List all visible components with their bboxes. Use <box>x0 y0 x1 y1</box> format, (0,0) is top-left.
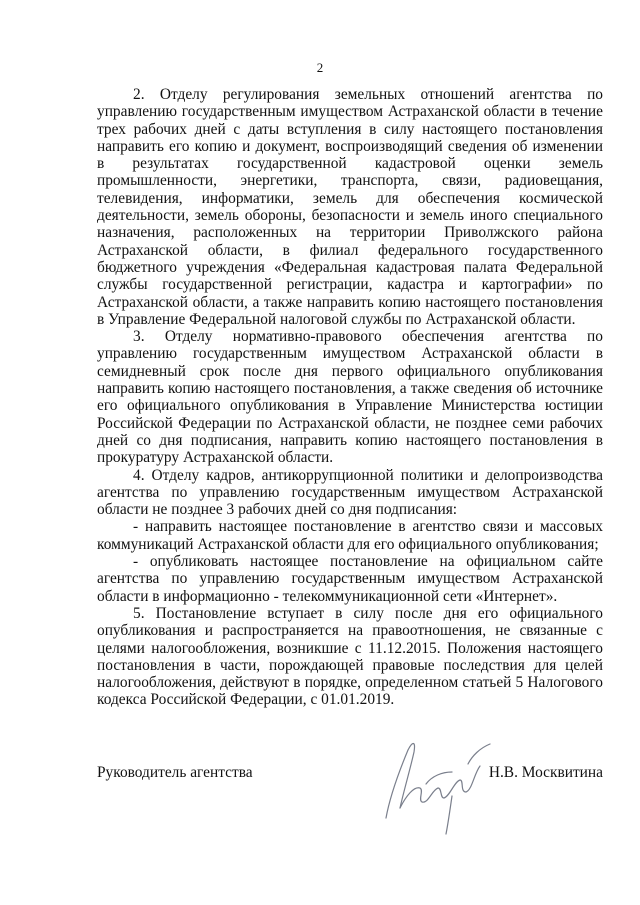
paragraph-bullet-website: - опубликовать настоящее постановление на официальном сайте агентства по управлению государственным имуществом Астраханской области в информационно - телекоммуникационной сети «Интернет». <box>97 553 603 605</box>
paragraph-item-4: 4. Отделу кадров, антикоррупционной политики и делопроизводства агентства по управлению государственным имуществом Астраханской области не позднее 3 рабочих дней со дня подписания: <box>97 466 603 519</box>
signatory-name: Н.В. Москвитина <box>488 764 603 781</box>
paragraph-item-2: 2. Отделу регулирования земельных отношений агентства по управлению государственным имуществом Астраханской области в течение трех рабочих дней с даты вступления в силу настоящего постановления направить его копию и документ, воспроизводящий сведения об изменении в результатах государственной кадастровой оценки земель промышленности, энергетики, транспорта, связи, радиовещания, телевидения, информатики, земель для обеспечения космической деятельности, земель обороны, безопасности и земель иного специального назначения, расположенных на территории Приволжского района Астраханской области, в филиал федерального государственного бюджетного учреждения «Федеральная кадастровая палата Федеральной службы государственной регистрации, кадастра и картографии» по Астраханской области, а также направить копию настоящего постановления в Управление Федеральной налоговой службы по Астраханской области. <box>97 86 603 328</box>
paragraph-item-5: 5. Постановление вступает в силу после дня его официального опубликования и распространяется на правоотношения, не связанные с целями налогообложения, возникшие с 11.12.2015. Положения настоящего постановления в части, порождающей правовые последствия для целей налогообложения, действуют в порядке, определенном статьей 5 Налогового кодекса Российской Федерации, с 01.01.2019. <box>97 604 603 709</box>
signatory-title: Руководитель агентства <box>97 764 253 781</box>
handwritten-signature <box>368 726 508 836</box>
paragraph-item-3: 3. Отделу нормативно-правового обеспечения агентства по управлению государственным имуществом Астраханской области в семидневный срок после дня первого официального опубликования направить копию настоящего постановления, а также сведения об источнике его официального опубликования в Управление Министерства юстиции Российской Федерации по Астраханской области, не позднее семи рабочих дней со дня подписания, направить копию настоящего постановления в прокуратуру Астраханской области. <box>97 328 603 467</box>
paragraph-bullet-publish: - направить настоящее постановление в агентство связи и массовых коммуникаций Астраханской области для его официального опубликования; <box>97 518 603 553</box>
document-body <box>97 86 603 709</box>
page-number: 2 <box>316 60 324 75</box>
